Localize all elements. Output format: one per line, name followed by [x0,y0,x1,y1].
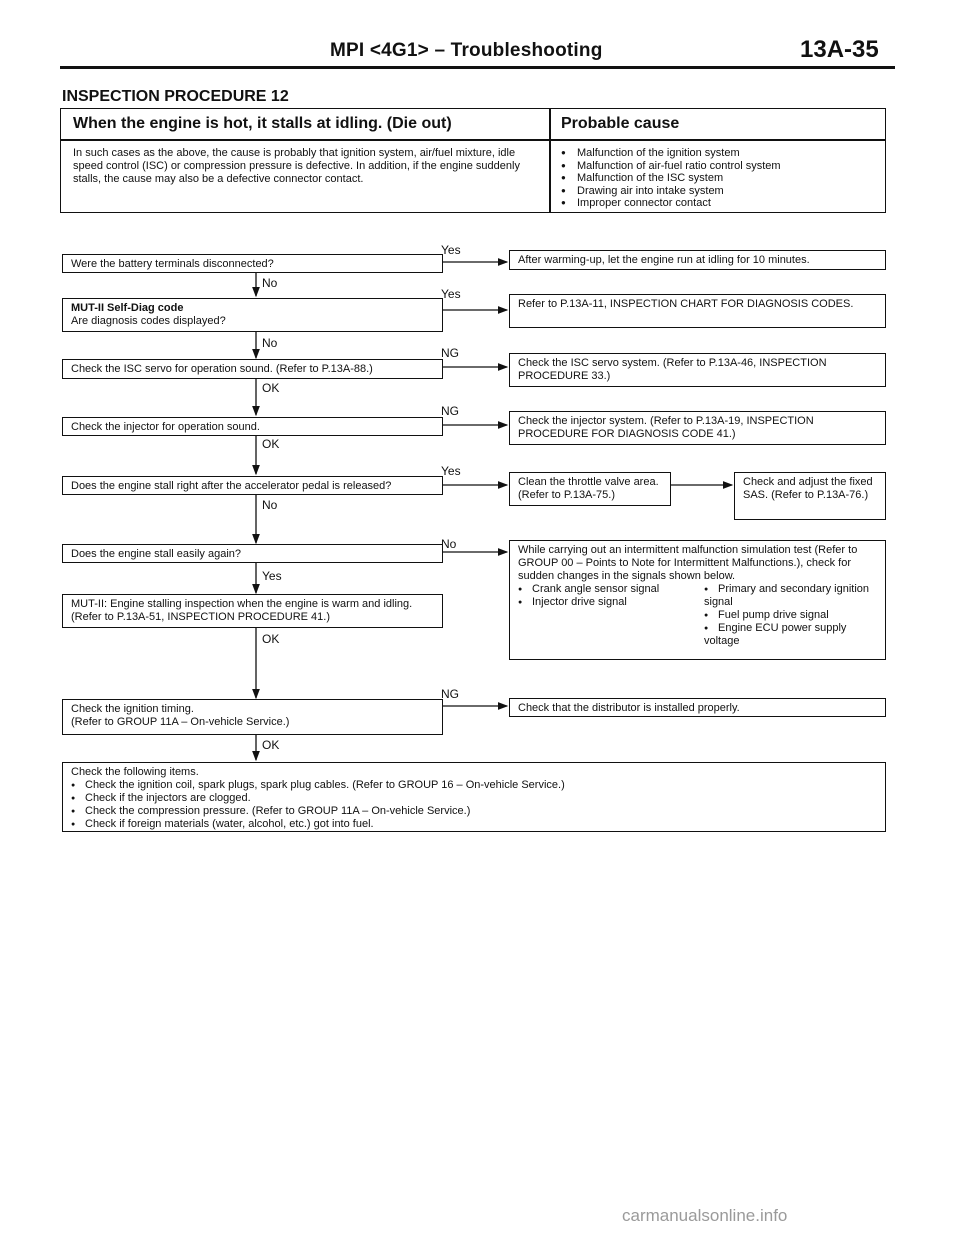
final-check-item: ● Check if foreign materials (water, alcohol, etc.) got into fuel. [71,818,877,831]
label-yes: Yes [441,464,461,478]
signal-item: ● Engine ECU power supply voltage [704,622,884,648]
intermittent-text: While carrying out an intermittent malfunction simulation test (Refer to GROUP 00 – Points to Note for Intermittent Malfunctions.), check for sudden changes in the signals shown below. [518,544,858,582]
isc-sound-box: Check the ISC servo for operation sound. (Refer to P.13A-88.) [62,359,443,379]
intermittent-test-box [509,540,886,660]
isc-system-box: Check the ISC servo system. (Refer to P.13A-46, INSPECTION PROCEDURE 33.) [509,353,886,387]
accel-question-box: Does the engine stall right after the accelerator pedal is released? [62,476,443,495]
cause-item: ● Malfunction of air-fuel ratio control system [561,160,881,173]
signal-item: ● Fuel pump drive signal [704,609,884,622]
signals-column-1 [518,583,703,609]
label-ok: OK [262,738,280,752]
mut-stall-box: MUT-II: Engine stalling inspection when the engine is warm and idling. (Refer to P.13A-51, INSPECTION PROCEDURE 41.) [62,594,443,628]
label-yes: Yes [262,569,282,583]
label-no: No [441,537,457,551]
page-header-title: MPI <4G1> – Troubleshooting [330,40,603,61]
cause-item: ● Improper connector contact [561,197,881,210]
symptom-title: When the engine is hot, it stalls at idling. (Die out) [73,115,452,132]
label-no: No [262,276,278,290]
final-check-title: Check the following items. [71,766,199,778]
final-check-list [71,779,877,831]
ignition-timing-text: Check the ignition timing. [71,703,194,715]
ignition-timing-ref: (Refer to GROUP 11A – On-vehicle Service.) [71,716,290,728]
final-check-item: ● Check the ignition coil, spark plugs, spark plug cables. (Refer to GROUP 16 – On-vehicle Service.) [71,779,877,792]
refer-chart-box: Refer to P.13A-11, INSPECTION CHART FOR DIAGNOSIS CODES. [509,294,886,328]
selfdiag-title: MUT-II Self-Diag code [71,302,184,314]
symptom-description: In such cases as the above, the cause is probably that ignition system, air/fuel mixture, idle speed control (ISC) or compression pressure is defective. In addition, if the engine suddenly stalls, the cause may also be a defective connector contact. [73,147,520,185]
sas-box: Check and adjust the fixed SAS. (Refer to P.13A-76.) [734,472,886,520]
stall-again-box: Does the engine stall easily again? [62,544,443,563]
label-ng: NG [441,346,459,360]
distributor-box: Check that the distributor is installed properly. [509,698,886,717]
ignition-timing-box [62,699,443,735]
injector-sound-box: Check the injector for operation sound. [62,417,443,436]
label-ok: OK [262,437,280,451]
cause-item: ● Malfunction of the ISC system [561,172,881,185]
final-check-box [62,762,886,832]
warmup-box: After warming-up, let the engine run at idling for 10 minutes. [509,250,886,270]
signal-item: ● Injector drive signal [518,596,703,609]
injector-system-box: Check the injector system. (Refer to P.13A-19, INSPECTION PROCEDURE FOR DIAGNOSIS CODE 41.) [509,411,886,445]
cause-item: ● Malfunction of the ignition system [561,147,881,160]
label-yes: Yes [441,243,461,257]
label-ok: OK [262,381,280,395]
label-ok: OK [262,632,280,646]
label-no: No [262,498,278,512]
signals-column-2 [704,583,884,648]
watermark: carmanualsonline.info [622,1206,788,1225]
label-ng: NG [441,404,459,418]
label-ng: NG [441,687,459,701]
page-number: 13A-35 [800,36,879,63]
probable-cause-title: Probable cause [561,115,680,132]
procedure-title: INSPECTION PROCEDURE 12 [62,88,289,105]
final-check-item: ● Check the compression pressure. (Refer to GROUP 11A – On-vehicle Service.) [71,805,877,818]
label-yes: Yes [441,287,461,301]
selfdiag-question-box [62,298,443,332]
throttle-box: Clean the throttle valve area. (Refer to P.13A-75.) [509,472,671,506]
label-no: No [262,336,278,350]
selfdiag-question: Are diagnosis codes displayed? [71,315,226,327]
final-check-item: ● Check if the injectors are clogged. [71,792,877,805]
cause-item: ● Drawing air into intake system [561,185,881,198]
signal-item: ● Primary and secondary ignition signal [704,583,884,609]
signal-item: ● Crank angle sensor signal [518,583,703,596]
battery-question-box: Were the battery terminals disconnected? [62,254,443,273]
